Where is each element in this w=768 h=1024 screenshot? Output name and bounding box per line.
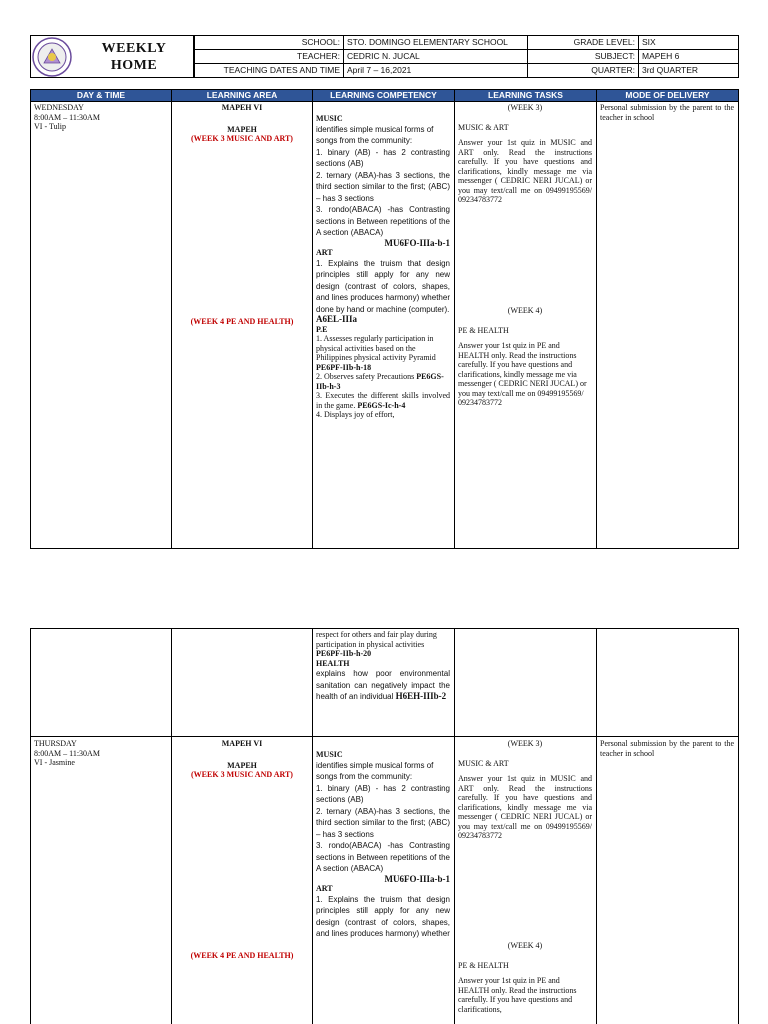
deped-seal-icon	[32, 37, 72, 77]
mode-of-delivery-cell: Personal submission by the parent to the teacher in school	[600, 103, 734, 122]
tasks-cell	[456, 102, 594, 206]
tasks-head-pe-health: PE & HEALTH	[458, 325, 509, 335]
section-name-2: VI - Jasmine	[34, 758, 75, 767]
music-item-3-2: 3. rondo(ABACA) -has Contrasting sections in Between repetitions of the A section (ABACA)	[316, 841, 450, 873]
tasks-cell-2	[456, 738, 594, 842]
week4-label: (WEEK 4 PE AND HEALTH)	[190, 317, 294, 326]
day-name: WEDNESDAY	[34, 103, 84, 112]
tasks-week4-2: (WEEK 4)	[507, 941, 543, 950]
music-text: identifies simple musical forms of songs from the community:	[316, 124, 434, 145]
teacher-label: TEACHER:	[297, 51, 340, 61]
th-learning-area: LEARNING AREA	[172, 90, 312, 101]
title-line-2: HOME	[110, 58, 158, 73]
quarter-value: 3rd QUARTER	[642, 65, 699, 75]
quarter-label: QUARTER:	[591, 65, 635, 75]
tasks-cell-week4-2	[456, 940, 594, 1024]
music-title: MUSIC	[316, 114, 343, 123]
competency-cell	[314, 113, 452, 421]
day-name-2: THURSDAY	[34, 739, 77, 748]
th-day-time: DAY & TIME	[31, 90, 171, 101]
th-learning-competency: LEARNING COMPETENCY	[313, 90, 454, 101]
tasks-text-music-art: Answer your 1st quiz in MUSIC and ART only. Read the instructions carefully. If you have questions and clarifications, kindly message me via messenger ( CEDRIC NERI JUCAL) or you may text/call me on 09499195569/ 09234783772	[458, 138, 592, 204]
pe-item-3: 3. Executes the different skills involved in the game. PE6GS-Ic-h-4	[316, 391, 450, 410]
grade-level-value: SIX	[642, 37, 656, 47]
week4-label-2: (WEEK 4 PE AND HEALTH)	[190, 951, 294, 960]
dates-value: April 7 – 16,2021	[347, 65, 412, 75]
area-subtitle: MAPEH	[227, 124, 257, 134]
music-item-3: 3. rondo(ABACA) -has Contrasting sections in Between repetitions of the A section (ABACA)	[316, 205, 450, 237]
pe-continuation: respect for others and fair play during participation in physical activities PE6PF-IIb-h-20	[316, 630, 437, 658]
competency-cell-2	[314, 749, 452, 1024]
tasks-week4: (WEEK 4)	[507, 306, 543, 315]
music-item-1: 1. binary (AB) - has 2 contrasting sections (AB)	[316, 147, 450, 168]
mode-of-delivery-cell-2: Personal submission by the parent to the teacher in school	[600, 739, 734, 758]
art-title-2: ART	[316, 884, 333, 893]
area-title-2: MAPEH VI	[221, 739, 263, 748]
subject-value: MAPEH 6	[642, 51, 680, 61]
pe-item-1: 1. Assesses regularly participation in physical activities based on the Philippines physical activity Pyramid PE6PF-IIb-h-18	[316, 334, 436, 372]
pe-item-2: 2. Observes safety Precautions PE6GS-IIb-h-3	[316, 372, 444, 391]
teacher-value: CEDRIC N. JUCAL	[347, 51, 420, 61]
school-value: STO. DOMINGO ELEMENTARY SCHOOL	[347, 37, 508, 47]
music-item-2-2: 2. ternary (ABA)-has 3 sections, the third section similar to the first; (ABC) – has 3 sections	[316, 806, 450, 839]
school-label: SCHOOL:	[301, 37, 340, 47]
page-title	[78, 40, 190, 74]
pe-item-4: 4. Displays joy of effort,	[316, 410, 395, 419]
tasks-head-music-art: MUSIC & ART	[458, 122, 509, 132]
week3-label: (WEEK 3 MUSIC AND ART)	[191, 134, 293, 143]
music-item-1-2: 1. binary (AB) - has 2 contrasting sections (AB)	[316, 783, 450, 804]
art-code: A6EL-IIIa	[316, 314, 358, 324]
tasks-text-music-art-2: Answer your 1st quiz in MUSIC and ART only. Read the instructions carefully. If you have questions and clarifications, kindly message me via messenger ( CEDRIC NERI JUCAL) or you may text/call me on 09499195569/ 09234783772	[458, 774, 592, 840]
art-text: 1. Explains the truism that design principles still apply for any new design (contrast of colors, shapes, and lines produces harmony) whether done by hand or machine (computer).	[316, 258, 450, 314]
music-title-2: MUSIC	[316, 750, 343, 759]
art-text-2: 1. Explains the truism that design principles still apply for any new design (contrast of colors, shapes, and lines produces harmony) whether	[316, 894, 450, 938]
tasks-cell-week4	[456, 305, 594, 409]
area-title: MAPEH VI	[221, 103, 263, 112]
tasks-text-pe-health: Answer your 1st quiz in PE and HEALTH only. Read the instructions carefully. If you have questions and clarifications, kindly message me via messenger ( CEDRIC NERI JUCAL) or you may text/call me on 09499195569/ 09234783772	[458, 341, 587, 407]
tasks-head-music-art-2: MUSIC & ART	[458, 758, 509, 768]
learning-area-cell	[173, 102, 311, 145]
dates-label: TEACHING DATES AND TIME	[223, 65, 340, 75]
pe-title: P.E	[316, 324, 328, 334]
th-mode-of-delivery: MODE OF DELIVERY	[597, 90, 738, 101]
grade-level-label: GRADE LEVEL:	[573, 37, 635, 47]
week3-label-2: (WEEK 3 MUSIC AND ART)	[191, 770, 293, 779]
learning-area-cell-2	[173, 738, 311, 781]
music-item-2: 2. ternary (ABA)-has 3 sections, the third section similar to the first; (ABC) – has 3 sections	[316, 170, 450, 203]
art-title: ART	[316, 248, 333, 257]
tasks-head-pe-health-2: PE & HEALTH	[458, 960, 509, 970]
health-text: explains how poor environmental sanitation can negatively impact the health of an individual H6EH-IIIb-2	[316, 669, 450, 701]
music-text-2: identifies simple musical forms of songs from the community:	[316, 760, 434, 781]
area-subtitle-2: MAPEH	[227, 760, 257, 770]
time-range: 8:00AM – 11:30AM	[34, 112, 100, 122]
section-name: VI - Tulip	[34, 122, 67, 131]
music-code-2: MU6FO-IIIa-b-1	[384, 873, 450, 884]
tasks-week3: (WEEK 3)	[507, 103, 543, 112]
day-time-cell-2	[32, 738, 170, 769]
day-time-cell	[32, 102, 170, 133]
title-line-1: WEEKLY	[101, 41, 167, 56]
competency-continuation-cell	[314, 629, 452, 704]
tasks-week3-2: (WEEK 3)	[507, 739, 543, 748]
time-range-2: 8:00AM – 11:30AM	[34, 748, 100, 758]
music-code: MU6FO-IIIa-b-1	[384, 237, 450, 248]
health-title: HEALTH	[316, 658, 350, 668]
subject-label: SUBJECT:	[594, 51, 635, 61]
tasks-text-pe-health-2: Answer your 1st quiz in PE and HEALTH only. Read the instructions carefully. If you have questions and clarifications,	[458, 976, 577, 1014]
th-learning-tasks: LEARNING TASKS	[455, 90, 596, 101]
